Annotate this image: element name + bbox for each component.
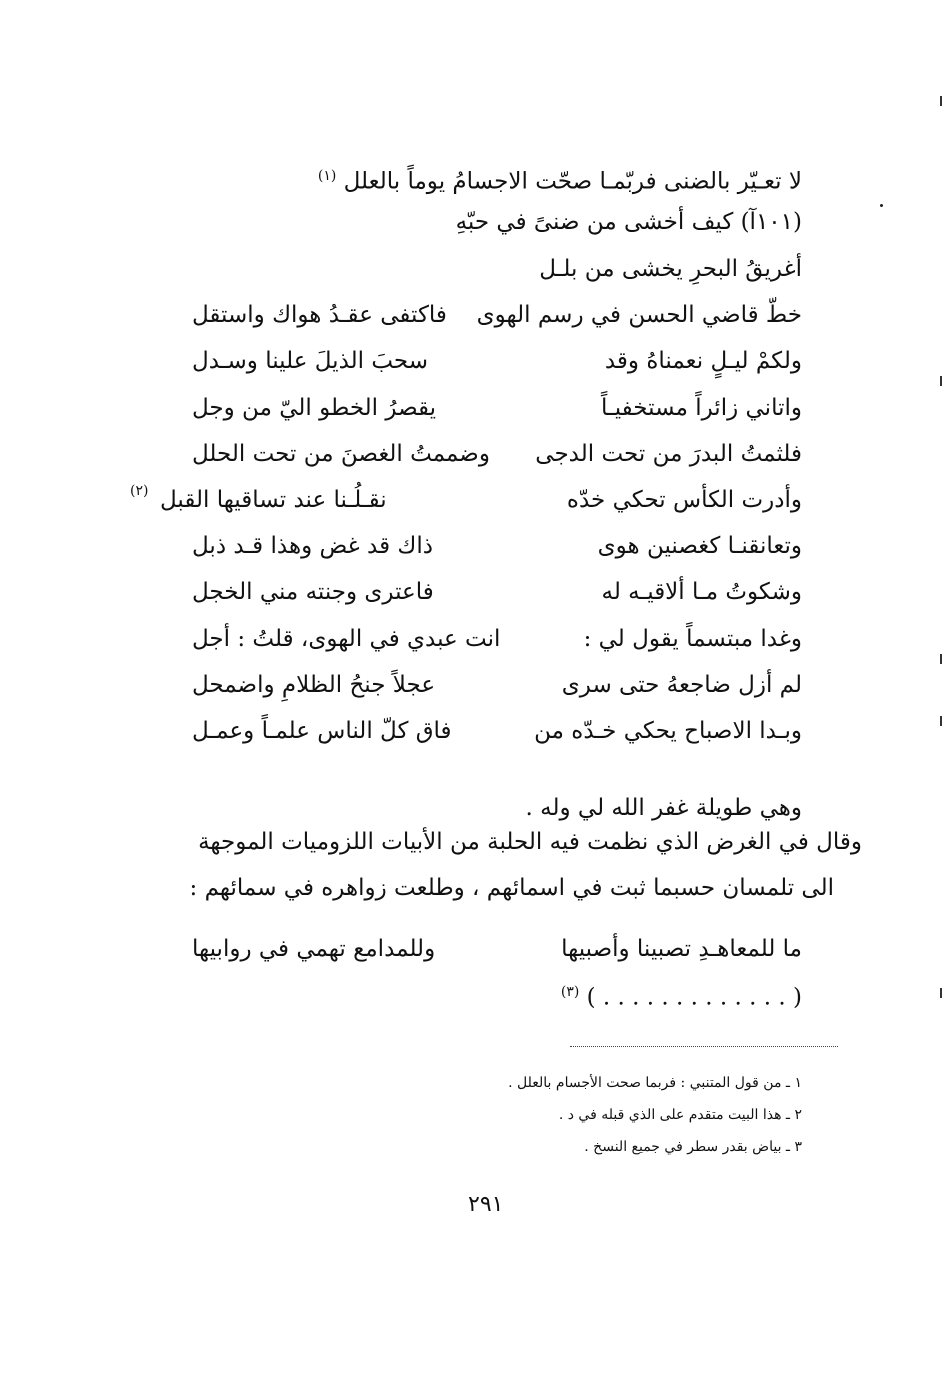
hemistich-left: ذاك قد غض وهذا قـد ذبل (192, 533, 433, 559)
hemistich-left: نقـلُـنا عند تساقيها القبل (160, 487, 387, 513)
poem-verse (192, 575, 802, 609)
hemistich-right: واتاني زائراً مستخفيـاً (600, 395, 802, 421)
hemistich-left: فاكتفى عقـدُ هواك واستقل (192, 302, 447, 328)
hemistich-left: وضممتُ الغصنَ من تحت الحلل (192, 441, 490, 467)
poem-verse (192, 344, 802, 378)
hemistich-left: فاق كلّ الناس علمـاً وعمـل (192, 718, 452, 744)
poem-verse (192, 437, 802, 471)
footnote-marker-2: (٢) (130, 483, 149, 499)
prose-text: وقال في الغرض الذي نظمت فيه الحلبة من الأبيات اللزوميات الموجهة (198, 829, 862, 855)
prose-line-1 (198, 826, 862, 858)
poem-verse (192, 622, 802, 656)
verse-text: (١٠١آ) كيف أخشى من ضنىً في حبّهِ (455, 209, 802, 235)
poem-2-verse (192, 932, 802, 966)
hemistich-left: وللمدامع تهمي في روابيها (192, 936, 436, 962)
poem-verse (192, 668, 802, 702)
prose-text: الى تلمسان حسبما ثبت في اسمائهم ، وطلعت زواهره في سمائهم : (189, 875, 834, 901)
footnote-marker-3: (٣) (560, 984, 580, 1000)
footnote-1: ١ ـ من قول المتنبي : فربما صحت الأجسام بالعلل . (508, 1075, 802, 1091)
verse-line-2 (456, 206, 802, 238)
hemistich-right: أغريقُ البحرِ يخشى من بلـل (539, 256, 802, 282)
hemistich-right: ولكمْ ليـلٍ نعمناهُ وقد (604, 348, 802, 374)
hemistich-left: فاعترى وجنته مني الخجل (192, 579, 434, 605)
poem-verse (130, 483, 802, 517)
hemistich-left: سحبَ الذيلَ علينا وسـدل (192, 348, 429, 374)
poem-verse (192, 529, 802, 563)
poem-verse (192, 391, 802, 425)
footnote-divider (570, 1046, 838, 1047)
closing-line (526, 792, 802, 824)
hemistich-right: وأدرت الكأس تحكي خدّه (566, 487, 802, 513)
hemistich-left: انت عبدي في الهوى، قلتُ : أجل (192, 626, 501, 652)
hemistich-right: وغدا مبتسماً يقول لي : (583, 626, 802, 652)
hemistich-right: لم أزل ضاجعهُ حتى سرى (561, 672, 802, 698)
verse-text: لا تعـيّر بالضنى فربّمـا صحّت الاجسامُ يوماً بالعلل (343, 168, 802, 195)
footnote-marker-1: (١) (317, 168, 337, 184)
hemistich-left: يقصرُ الخطو اليّ من وجل (192, 395, 437, 421)
page-number: ٢٩١ (468, 1192, 504, 1217)
prose-line-2 (190, 872, 834, 904)
poem-verse (192, 252, 802, 286)
footnote-3: ٣ ـ بياض بقدر سطر في جميع النسخ . (584, 1139, 802, 1155)
footnote-2: ٢ ـ هذا البيت متقدم على الذي قبله في د . (558, 1107, 802, 1123)
hemistich-right: وبـدا الاصباح يحكي خـدّه من (534, 718, 802, 744)
scan-speck (880, 204, 883, 207)
closing-text: وهي طويلة غفر الله لي وله . (525, 795, 802, 821)
lacuna-dots: ( . . . . . . . . . . . . . ) (586, 984, 802, 1011)
verse-line-1 (318, 160, 802, 198)
hemistich-right: خطّ قاضي الحسن في رسم الهوى (476, 302, 802, 328)
hemistich-left: عجلاً جنحُ الظلامِ واضمحل (192, 672, 436, 698)
poem-verse (192, 714, 802, 748)
lacuna-line (561, 976, 802, 1014)
hemistich-right: وشكوتُ مـا ألاقيـه له (601, 579, 802, 605)
hemistich-right: ما للمعاهـدِ تصبينا وأصبيها (561, 936, 802, 962)
poem-verse (192, 298, 802, 332)
hemistich-right: وتعانقنـا كغصنين هوى (597, 533, 802, 559)
hemistich-right: فلثمتُ البدرَ من تحت الدجى (535, 441, 802, 467)
